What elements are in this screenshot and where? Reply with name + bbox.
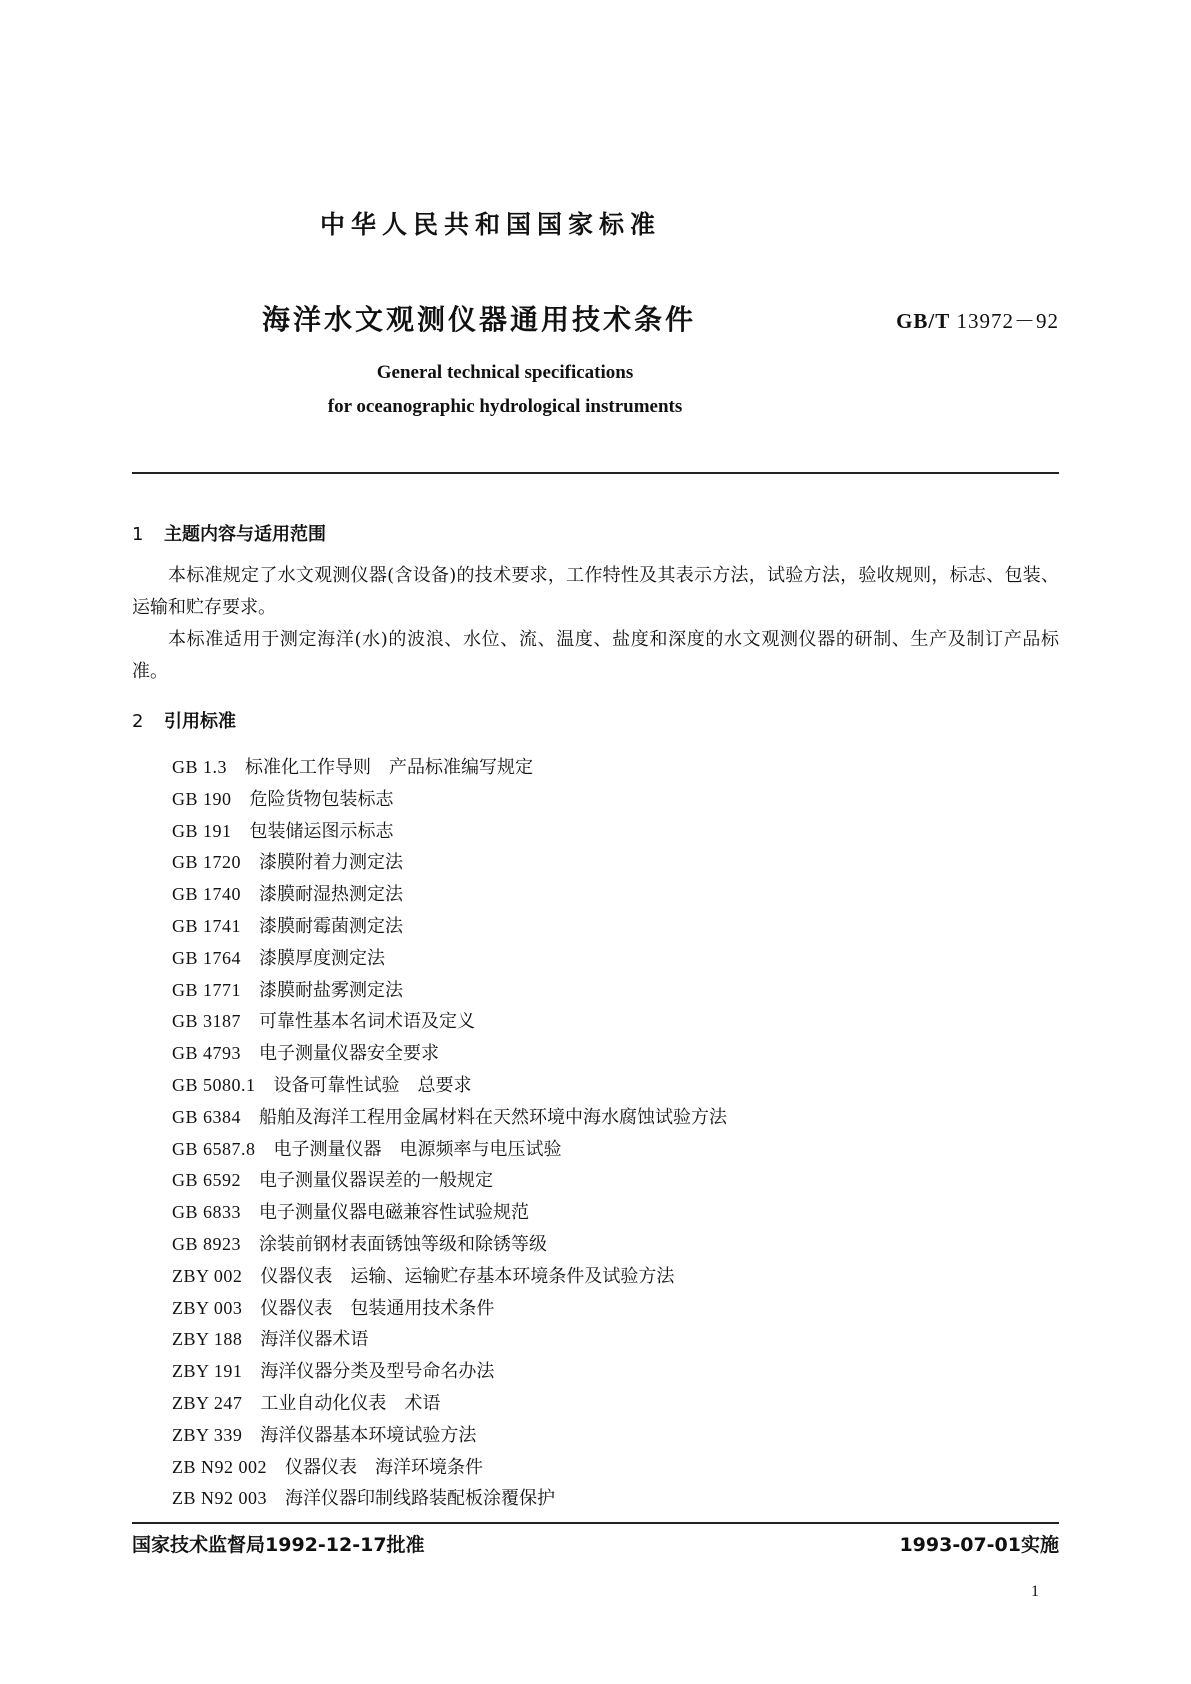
section-2-title: 引用标准 <box>164 711 236 732</box>
reference-title: 漆膜厚度测定法 <box>259 947 386 969</box>
reference-item <box>172 1070 727 1102</box>
reference-item <box>172 1324 727 1356</box>
reference-code: GB 1764 <box>172 947 242 968</box>
reference-title: 仪器仪表 海洋环境条件 <box>285 1456 483 1478</box>
section-1-number: 1 <box>132 524 144 545</box>
section-1-title: 主题内容与适用范围 <box>164 524 326 545</box>
reference-item <box>172 784 727 816</box>
reference-title: 涂装前钢材表面锈蚀等级和除锈等级 <box>259 1233 548 1255</box>
reference-code: ZBY 339 <box>172 1424 243 1445</box>
reference-title: 仪器仪表 包装通用技术条件 <box>260 1297 495 1319</box>
reference-code: GB 191 <box>172 820 232 841</box>
reference-item <box>172 943 727 975</box>
reference-code: GB 8923 <box>172 1233 242 1254</box>
reference-title: 海洋仪器术语 <box>260 1329 369 1351</box>
reference-title: 可靠性基本名词术语及定义 <box>259 1011 476 1033</box>
reference-item <box>172 1229 727 1261</box>
standard-title-en-line1: General technical specifications <box>376 362 634 383</box>
reference-title: 电子测量仪器电磁兼容性试验规范 <box>259 1202 530 1224</box>
reference-code: GB 4793 <box>172 1043 242 1064</box>
reference-title: 漆膜耐湿热测定法 <box>259 884 404 906</box>
reference-code: GB 1741 <box>172 915 242 936</box>
reference-item <box>172 1293 727 1325</box>
section-1-heading <box>132 520 326 546</box>
reference-title: 工业自动化仪表 术语 <box>260 1392 441 1414</box>
reference-item <box>172 879 727 911</box>
reference-code: ZBY 191 <box>172 1361 243 1382</box>
reference-item <box>172 1483 727 1515</box>
reference-title: 电子测量仪器误差的一般规定 <box>259 1170 494 1192</box>
section-1-paragraph-1: 本标准规定了水文观测仪器(含设备)的技术要求，工作特性及其表示方法，试验方法，验收规则，标志、包装、运输和贮存要求。 <box>132 565 1059 618</box>
reference-code: ZBY 188 <box>172 1329 243 1350</box>
reference-code: GB 1.3 <box>172 757 228 777</box>
reference-item <box>172 1420 727 1452</box>
reference-code: ZB N92 003 <box>172 1488 267 1509</box>
effective-date: 1993-07-01实施 <box>899 1534 1059 1556</box>
reference-title: 漆膜附着力测定法 <box>259 852 404 874</box>
reference-item <box>172 1038 727 1070</box>
reference-title: 电子测量仪器安全要求 <box>259 1043 440 1065</box>
reference-code: ZBY 003 <box>172 1297 243 1318</box>
reference-title: 船舶及海洋工程用金属材料在天然环境中海水腐蚀试验方法 <box>259 1106 728 1128</box>
standard-code <box>896 305 1059 335</box>
reference-title: 标准化工作导则 产品标准编写规定 <box>245 757 534 778</box>
standard-code-prefix: GB/T <box>896 309 951 333</box>
reference-title: 仪器仪表 运输、运输贮存基本环境条件及试验方法 <box>260 1265 675 1287</box>
reference-item <box>172 1452 727 1484</box>
standard-title-zh: 海洋水文观测仪器通用技术条件 <box>262 303 697 336</box>
reference-item <box>172 816 727 848</box>
standard-code-number: 13972－92 <box>956 309 1059 333</box>
reference-item <box>172 911 727 943</box>
reference-item <box>172 1006 727 1038</box>
approval-date: 国家技术监督局1992-12-17批准 <box>132 1534 425 1556</box>
reference-list <box>172 752 727 1515</box>
footer-divider <box>132 1522 1059 1524</box>
reference-code: GB 3187 <box>172 1011 242 1032</box>
reference-item <box>172 1356 727 1388</box>
national-standard-heading: 中华人民共和国国家标准 <box>320 210 662 239</box>
reference-item <box>172 1261 727 1293</box>
page-number: 1 <box>1031 1583 1039 1600</box>
reference-code: GB 1720 <box>172 852 242 873</box>
reference-title: 电子测量仪器 电源频率与电压试验 <box>273 1138 562 1160</box>
reference-code: ZB N92 002 <box>172 1456 267 1477</box>
title-divider <box>132 472 1059 474</box>
reference-code: GB 1771 <box>172 979 242 1000</box>
reference-code: GB 6592 <box>172 1170 242 1191</box>
section-2-heading <box>132 707 236 733</box>
section-2-number: 2 <box>132 711 144 732</box>
reference-item <box>172 1388 727 1420</box>
reference-code: GB 5080.1 <box>172 1074 256 1095</box>
reference-item <box>172 975 727 1007</box>
reference-code: GB 1740 <box>172 884 242 905</box>
section-1-paragraph-2: 本标准适用于测定海洋(水)的波浪、水位、流、温度、盐度和深度的水文观测仪器的研制、生产及制订产品标准。 <box>132 629 1059 682</box>
reference-code: ZBY 247 <box>172 1392 243 1413</box>
reference-title: 海洋仪器基本环境试验方法 <box>260 1424 477 1446</box>
reference-title: 漆膜耐霉菌测定法 <box>259 915 404 937</box>
reference-item <box>172 1134 727 1166</box>
reference-title: 海洋仪器印制线路装配板涂覆保护 <box>285 1488 555 1510</box>
reference-title: 海洋仪器分类及型号命名办法 <box>260 1361 495 1383</box>
standard-title-en-line2: for oceanographic hydrological instruments <box>327 396 683 417</box>
reference-code: ZBY 002 <box>172 1265 243 1286</box>
reference-code: GB 6833 <box>172 1202 242 1223</box>
reference-title: 包装储运图示标志 <box>249 820 394 842</box>
reference-item <box>172 752 727 784</box>
reference-code: GB 6587.8 <box>172 1138 256 1159</box>
reference-code: GB 190 <box>172 788 232 809</box>
reference-title: 设备可靠性试验 总要求 <box>273 1074 472 1096</box>
reference-title: 漆膜耐盐雾测定法 <box>259 979 404 1001</box>
reference-title: 危险货物包装标志 <box>249 788 394 810</box>
reference-item <box>172 1197 727 1229</box>
reference-item <box>172 1102 727 1134</box>
reference-item <box>172 1165 727 1197</box>
reference-code: GB 6384 <box>172 1106 242 1127</box>
reference-item <box>172 847 727 879</box>
